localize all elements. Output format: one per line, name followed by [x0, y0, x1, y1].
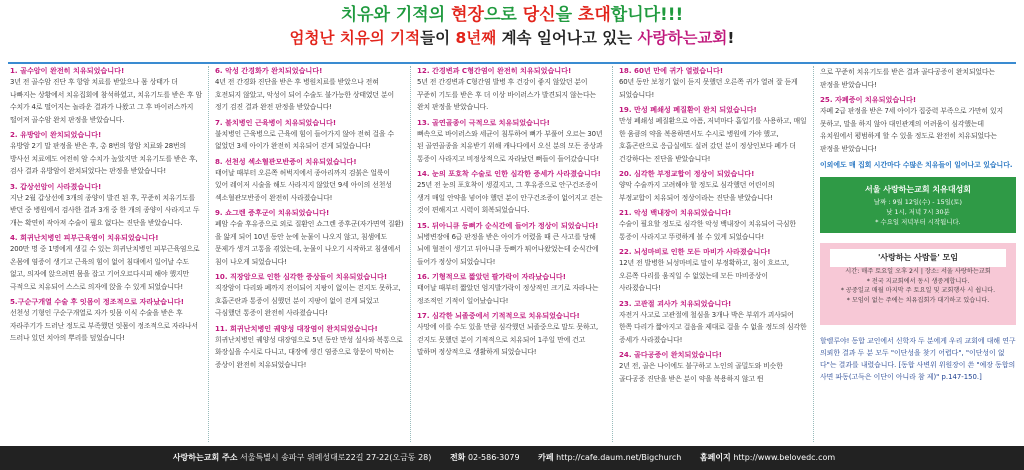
meeting-note: * 모임이 없는 주에는 치유집회가 대기하고 있습니다. [846, 296, 990, 304]
testimony-title: 8. 선천성 섹소혈관모반증이 치유되었습니다! [215, 156, 357, 166]
testimony-body: 폐암 수술 후유증으로 외로 질환인 쇼그렌 증후군(자가면역 질환)을 앓게 되어 10년 동안 눈에 눈물이 나오지 않고, 침샘에도 문제가 생겨 고통을 겪었는데, 눈물이 나오기 시작하고 침샘에서 침이 나오게 되었습니다! [215, 220, 404, 266]
headline-line-2 [0, 26, 1024, 50]
headline-text: 사랑하는교회 [637, 29, 728, 47]
testimony-title: 7. 불치병인 근육병이 치유되었습니다! [215, 117, 337, 127]
testimony-title: 18. 60년 만에 귀가 열렸습니다! [619, 66, 724, 75]
testimony-item [619, 169, 807, 204]
testimony-title: 19. 만성 폐쇄성 폐질환이 완치 되었습니다! [619, 105, 757, 114]
meeting-note: * 전국 지교회에서 동시 생중계합니다. [866, 277, 970, 285]
testimony-item [10, 297, 202, 345]
testimony-body: 60년 동안 보청기 없이 듣지 못했던 오른쪽 귀가 열려 잘 듣게 되었습니다! [619, 78, 798, 99]
testimony-item [215, 118, 404, 153]
testimony-title: 25. 자폐증이 치유되었습니다! [820, 95, 917, 104]
meeting-title: '사랑하는 사람들' 모임 [830, 249, 1006, 267]
headline-text: 으로 [483, 5, 523, 25]
footer-address: 서울특별시 송파구 위례성대로22길 27-22(오금동 28) [239, 453, 432, 462]
testimony-title: 13. 골연골종이 극적으로 치유되었습니다! [417, 117, 550, 127]
healing-rally-box [820, 177, 1016, 233]
footer-homepage-link[interactable]: http://www.belovedc.com [733, 453, 836, 462]
testimony-item [215, 324, 404, 372]
testimony-title: 21. 악성 백내장이 치유되었습니다! [619, 208, 732, 217]
testimony-body: 만성 폐쇄성 폐질환으로 아픔, 저녁마다 흡입기를 사용하고, 매일 한 움큼의 약을 복용하면서도 수시로 병원에 가야 했고, 호흡곤란으로 응급실에도 실려 갔던 분이 정상인보다 폐가 더 건강하다는 진단을 받았습니다! [619, 117, 807, 163]
testimony-item [417, 311, 606, 359]
testimony-item [619, 66, 807, 101]
headline-text: 8년째 [455, 29, 497, 47]
meeting-box [820, 243, 1016, 325]
column-2 [209, 66, 410, 444]
testimony-item [619, 299, 807, 347]
headline-text: 치유와 기적의 [340, 5, 452, 25]
testimony-title: 6. 악성 간경화가 완치되었습니다! [215, 66, 323, 75]
footer-cafe-label: 카페 [538, 453, 554, 462]
testimony-body: 양악 수술까지 고려해야 할 정도로 심각했던 어린이의 부정교합이 치유되어 정상이라는 진단을 받았습니다! [619, 181, 775, 202]
testimony-body: 직장암이 다리와 폐까지 전이되어 지팡이 없이는 걷지도 못하고, 호흡곤란과 통증이 심했던 분이 지팡이 없이 걷게 되었고 극심했던 통증이 완전히 사라졌습니다! [215, 284, 401, 317]
testimony-title: 5.구순구개열 수술 후 잇몸이 정조적으로 자라났습니다! [10, 297, 184, 306]
testimony-title: 9. 쇼그렌 증후군이 치유되었습니다! [215, 208, 330, 217]
header-divider [8, 62, 1016, 64]
testimony-item [619, 247, 807, 295]
testimony-title: 4. 희귀난치병인 피부근육염이 치유되었습니다! [10, 233, 159, 242]
column-4 [613, 66, 813, 444]
testimony-item [417, 272, 606, 307]
headline-line-1 [0, 4, 1024, 26]
testimony-body: 2년 전, 골은 나이에도 불구하고 노인의 골밀도와 비슷한 골다공증 진단을 받은 분이 약을 복용하지 않고 뛴 [619, 362, 783, 383]
rally-note: * 수요일 저녁부터 시작됩니다. [875, 218, 961, 226]
testimony-body: 유방암 2기 말 판정을 받은 후, 총 8번의 항암 치료와 28번의 방사선 치료에도 여전히 암 수치가 높았지만 치유기도를 받은 후, 검사 결과 유방암이 완치되었다는 판정을 받았습니다! [10, 142, 198, 175]
testimony-item [417, 221, 606, 269]
headline-text: 들이 [420, 29, 456, 47]
testimony-body: 5년 전 간경변과 C형간염 발병 후 건강이 좋지 않았던 분이 꾸준히 기도를 받은 후 더 이상 바이러스가 발견되지 않는다는 완치 판정을 받았습니다. [417, 78, 596, 111]
rally-time: 낮 1시, 저녁 7시 30분 [886, 208, 950, 216]
testimony-title: 3. 갑상선암이 사라졌습니다! [10, 181, 102, 191]
headline-text: 초대 [577, 5, 611, 25]
testimony-item [619, 105, 807, 165]
testimony-body: 3년 전 골수암 진단 후 항암 치료를 받았으나 몸 상태가 더 나빠지는 상황에서 치유집회에 참석하였고, 치유기도를 받은 후 암 수치가 4로 떨어지는 놀라운 결과가 나왔고 그 후 바이러스까지 떨어져 골수암 완치 판정을 받았습니다. [10, 78, 202, 124]
headline-text: 현장 [451, 5, 484, 25]
testimony-body: 4년 전 간경화 진단을 받은 후 병원치료를 받았으나 전혀 호전되지 않았고, 악성이 되어 수술도 불가능한 상태였던 분이 정기 검진 결과 완전 판정을 받았습니다! [215, 78, 394, 111]
testimony-body: 선천성 기형인 구순구개열로 자가 잇몸 이식 수술을 받은 후 자라주기가 드러난 정도로 부족했던 잇몸이 정조적으로 자라나서 드러나 있던 치아의 뿌리를 덮었습니다! [10, 309, 198, 342]
testimony-body: 뇌병변장애 6급 판정을 받은 아이가 어렸을 때 큰 사고를 당해 뇌에 혈전이 생기고 뒤아니큐 등뼈가 튀어나왔었는데 순식간에 들어가 정상이 되었습니다! [417, 232, 599, 266]
testimony-body: 불치병인 근육병으로 근육에 힘이 들어가지 않아 전혀 걸을 수 없었던 3세 아이가 완전히 치유되어 걷게 되었습니다! [215, 129, 394, 150]
headline-text: 을 [555, 5, 578, 25]
headline-text: 엄청난 치유의 기적 [289, 29, 421, 47]
testimony-title: 1. 골수암이 완전히 치유되었습니다! [10, 66, 125, 75]
testimony-title: 16. 기형적으로 짧았던 팔가락이 자라났습니다! [417, 272, 567, 281]
footer-phone-label: 전화 [449, 453, 466, 462]
testimony-title: 11. 희귀난치병인 궤양성 대장염이 완치되었습니다! [215, 323, 378, 333]
testimony-title: 24. 골다공증이 완치되었습니다! [619, 350, 722, 359]
testimony-item [820, 66, 1016, 91]
testimony-body: 25년 전 눈의 포호착이 생겼지고, 그 후유증으로 안구건조증이 생겨 매일 안약을 넣어야 했던 분이 안구건조증이 없어지고 걷는 것이 편해지고 시력이 회복되었습니다. [417, 181, 603, 214]
testimony-item [215, 157, 404, 205]
column-5 [814, 66, 1022, 444]
testimony-title: 14. 눈의 포호착 수술로 인한 심각한 증세가 사라졌습니다! [417, 169, 601, 178]
testimony-title: 15. 뒤아니큐 등뼈가 순식간에 들어가 정상이 되었습니다! [417, 220, 599, 230]
footer-phone: 02-586-3079 [467, 453, 520, 462]
testimony-body: 사망에 이를 수도 있을 만큼 심각했던 뇌졸중으로 말도 못하고, 걷지도 못했던 분이 기적적으로 치유되어 1주일 만에 건고 말하며 정상적으로 생활하게 되었습니다! [417, 323, 599, 356]
testimony-body: 태어날 때부터 오른쪽 허벅지에서 종아리까지 검붉은 얼룩이 있어 레이저 시술을 해도 사라지지 않았던 9세 아이의 선천성 섹소혈관모반증이 완전히 사라졌습니다! [215, 168, 392, 202]
testimony-title: 22. 뇌성마비로 인한 모든 마비가 사라졌습니다! [619, 247, 771, 256]
testimony-body: 자전거 사고로 고관절에 철심을 3개나 박은 부위가 괴사되어 한쪽 다리가 짧아지고 걸음을 제대로 걸을 수 없을 정도의 심각한 증세가 사라졌습니다! [619, 310, 807, 344]
headline-text: 당신 [522, 5, 556, 25]
testimony-item [215, 66, 404, 114]
footer-bar [0, 446, 1024, 470]
meeting-note: * 공중일교 매월 마지막 주 토요일 및 교회행사 시 쉽니다. [840, 287, 996, 294]
rally-date: 날짜 : 9월 12일(수) - 15일(토) [873, 198, 963, 206]
testimony-item [10, 182, 202, 230]
meeting-schedule: 시간: 매주 토요일 오후 2시 | 장소: 서울 사랑하는교회 [845, 268, 991, 275]
testimony-item [10, 66, 202, 126]
testimony-body: 으로 꾸준히 치유기도를 받은 결과 골다공증이 완치되었다는 판정을 받았습니다! [820, 68, 995, 89]
testimony-item [215, 272, 404, 320]
testimony-body: 뼈속으로 바이러스와 세균이 침투하여 뼈가 부풀어 오르는 30년 된 골연골종을 치유받기 위해 캐나다에서 오신 분의 모든 증상과 통증이 사라지고 비정상적으로 자라났던 뼈들이 들어갔습니다! [417, 129, 603, 163]
testimony-item [10, 130, 202, 178]
testimony-body: 태어날 때부터 짧았던 엄지발가락이 정상적인 크기로 자라나는 정조적인 기적이 일어났습니다! [417, 284, 599, 305]
testimony-title: 17. 심각한 뇌졸중에서 기적적으로 치유되었습니다! [417, 311, 580, 320]
testimony-item [619, 350, 807, 385]
headline-text: 계속 일어나고 있는 [496, 29, 638, 47]
testimony-title: 10. 직장암으로 인한 심각한 증상들이 치유되었습니다! [215, 272, 388, 281]
footer-cafe-link[interactable]: http://cafe.daum.net/Bigchurch [556, 453, 682, 462]
headline-text: ! [727, 29, 735, 47]
testimony-title: 20. 심각한 부정교합이 정상이 되었습니다! [619, 169, 755, 178]
testimony-item [10, 233, 202, 293]
testimony-title: 2. 유방암이 완치되었습니다! [10, 130, 102, 139]
testimony-title: 23. 고관절 괴사가 치유되었습니다! [619, 298, 732, 308]
testimony-title: 12. 간경변과 C형간염이 완전히 치유되었습니다! [417, 66, 572, 75]
column-1 [4, 66, 208, 444]
closing-statement: 할렐루야! 동합 교인에서 신학자 두 분에게 우리 교회에 대해 연구 의뢰한 결과 두 분 모두 "이단성을 찾기 어렵다", "이단성이 없다"는 결과를 내렸습니다. [동합 사변위 위원장이 쓴 "예장 동합의 사면 파동(고득은 이단이 아니라 참 제)" p.147-150.] [820, 337, 1016, 381]
testimony-body: 200만 명 중 1명에게 생길 수 있는 희귀난치병인 피부근육염으로 온몸에 염증이 생기고 근육의 힘이 없어 침대에서 일어날 수도 없고, 의자에 앉으려면 몸을 잡고 기어오르다시피 해야 했지만 극적으로 치유되어 스스로 의자에 앉을 수 있게 되었습니다! [10, 245, 200, 291]
testimony-item [417, 118, 606, 166]
headline-text: 합니다!!! [610, 5, 684, 25]
column-3 [411, 66, 612, 444]
testimony-item [215, 208, 404, 268]
testimony-item [820, 95, 1016, 155]
more-healings-note: 이외에도 매 집회 시간마다 수많은 치유들이 일어나고 있습니다. [820, 161, 1013, 169]
testimony-item [417, 66, 606, 114]
testimony-body: 희귀난치병인 궤양성 대장염으로 5년 동안 만성 설사와 복통으로 화장실을 수시로 다니고, 대장에 생긴 염증으로 항문이 막히는 증상이 완전히 치유되었습니다! [215, 335, 403, 369]
testimony-body: 수술이 필요할 정도로 심각한 악성 백내장이 치유되어 극심한 통증이 사라지고 뚜렷하게 볼 수 있게 되었습니다! [619, 220, 796, 241]
testimony-item [417, 169, 606, 217]
testimony-body: 지난 2월 갑상선에 3개의 종양이 발견 된 후, 꾸준히 치유기도를 받던 중 병원에서 검사한 결과 3개 중 한 개의 종양이 사라지고 두 개는 확연히 작아져 수술이 필요 없다는 진단을 받았습니다. [10, 193, 200, 227]
testimony-body: 12년 전 발병한 뇌성마비로 말이 부정확하고, 침이 흐르고, 오른쪽 다리를 움직일 수 없었는데 모든 마비증상이 사라졌습니다! [619, 259, 789, 292]
footer-address-label: 사랑하는교회 주소 [172, 453, 238, 462]
testimony-body: 자폐 2급 판정을 받은 7세 아이가 집중력 부족으로 가만히 있지 못하고, 말을 하지 않아 대인관계의 어려움이 심각했는데 유치원에서 평범하게 할 수 있을 정도로 완전히 치유되었다는 판정을 받았습니다! [820, 107, 1003, 153]
footer-homepage-label: 홈페이지 [699, 453, 731, 462]
rally-title: 서울 사랑하는교회 치유대성회 [864, 185, 972, 194]
headline [0, 4, 1024, 60]
testimony-item [619, 208, 807, 243]
